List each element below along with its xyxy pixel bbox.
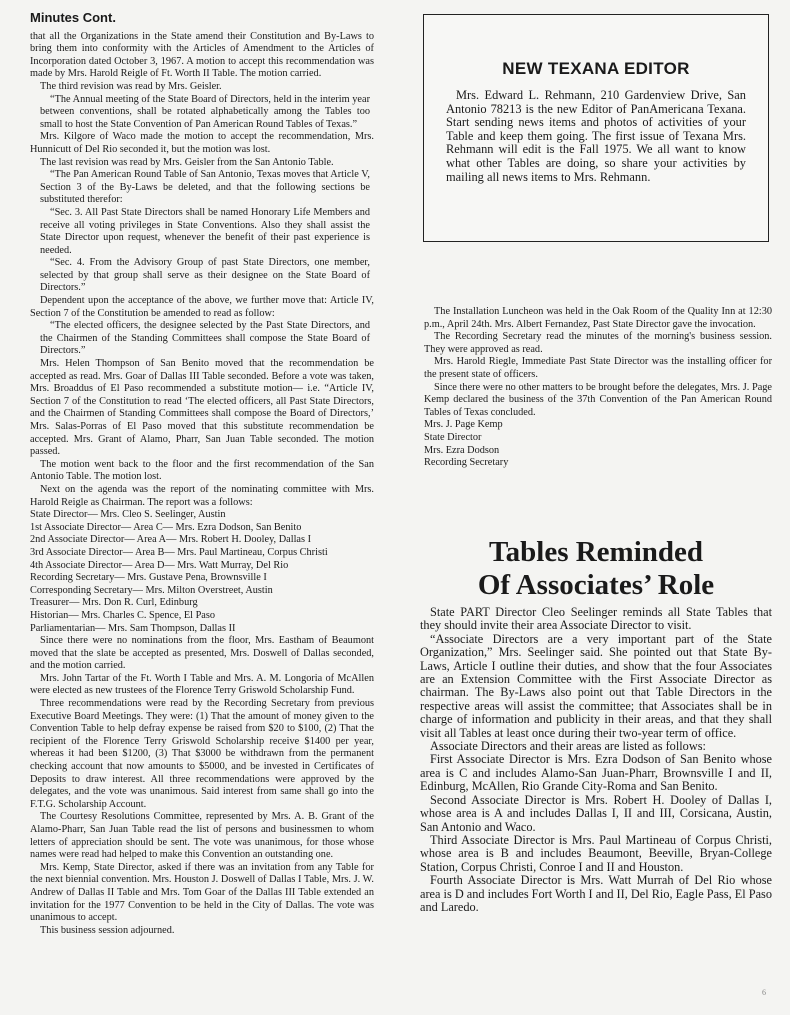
minutes-quote: “The elected officers, the designee selected by the Past State Directors, and the Chairmen of the Standing Committees shall compose the State Board of Directors.” (40, 320, 370, 357)
editor-notice-body: Mrs. Edward L. Rehmann, 210 Gardenview Drive, San Antonio 78213 is the new Editor of PanAmericana Texana. Start sending news items and photos of activities of your Table and keep them going. The first issue of Texana Mrs. Rehmann will edit is the Fall 1975. We all want to know what other Tables are doing, so share your activities by mailing all news items to Mrs. Rehmann. (446, 88, 746, 184)
minutes-paragraph: The last revision was read by Mrs. Geisler from the San Antonio Table. (40, 156, 334, 168)
minutes-paragraph: Three recommendations were read by the Recording Secretary from previous Executive Board Meetings. They were: (1) That the amount of money given to the Convention Table to help defray expense be raised from $20 to $100, (2) That the recipient of the Florence Terry Griswold Scholarship receive $1400 per year, whereas it had been $1200, (3) That $3000 be withdrawn from the permanent checking account that now amounts to $5000, and be invested in Certificates of Deposits to draw interest. All three recommendations were approved by the delegates, and the vote was unanimous. Said interest from same shall go into the F.T.G. Scholarship Account. (30, 698, 374, 810)
slate-item: Treasurer— Mrs. Don R. Curl, Edinburg (30, 597, 198, 609)
article-paragraph: Second Associate Director is Mrs. Robert H. Dooley of Dallas I, whose area is A and includes Dallas I, II and III, Corsicana, Austin, San Antonio and Waco. (420, 792, 772, 834)
minutes-paragraph: Since there were no nominations from the floor, Mrs. Eastham of Beaumont moved that the slate be accepted as presented, Mrs. Doswell of Dallas seconded, and the motion carried. (30, 635, 374, 672)
slate-item: Recording Secretary— Mrs. Gustave Pena, Brownsville I (30, 572, 267, 584)
signature-name: Mrs. Ezra Dodson (424, 444, 500, 456)
minutes-paragraph: that all the Organizations in the State amend their Constitution and By-Laws to bring them into conformity with the Articles of Amendment to the Articles of Incorporation dated October 3, 1967. A motion to accept this recommendation was made by Mrs. Harold Reigle of Ft. Worth II Table. The motion carried. (30, 30, 374, 80)
minutes-paragraph: The motion went back to the floor and the first recommendation of the San Antonio Table. The motion lost. (30, 458, 374, 483)
signature-recording-secretary (424, 445, 772, 470)
luncheon-paragraph: The Recording Secretary read the minutes of the morning's business session. They were approved as read. (424, 331, 772, 355)
slate-item: 1st Associate Director— Area C— Mrs. Ezra Dodson, San Benito (30, 521, 302, 533)
minutes-paragraph: The third revision was read by Mrs. Geisler. (40, 80, 222, 92)
signature-title: State Director (424, 431, 482, 443)
minutes-paragraph: Mrs. Helen Thompson of San Benito moved that the recommendation be accepted as read. Mrs. Goar of Dallas III Table seconded. Before a vote was taken, Mrs. Broaddus of El Paso recommended a substitute motion— i.e. “Article IV, Section 7 of the Constitution to read ‘The elected officers, all Past State Directors, and the Chairmen of Standing Committees shall compose the Board of Directors,’ Mrs. Salas-Porras of El Paso moved that this substitute recommendation be accepted. Mrs. Grant of Alamo, Pharr, San Juan Table seconded. The motion passed. (30, 358, 374, 458)
associates-article (420, 536, 772, 914)
article-paragraph: Associate Directors and their areas are listed as follows: (430, 739, 706, 754)
minutes-quote: “Sec. 4. From the Advisory Group of past State Directors, one member, selected by that group shall serve as their designee on the State Board of Directors.” (40, 257, 370, 294)
slate-item: Corresponding Secretary— Mrs. Milton Overstreet, Austin (30, 584, 273, 596)
slate-item: Historian— Mrs. Charles C. Spence, El Paso (30, 609, 216, 621)
editor-notice-title: NEW TEXANA EDITOR (502, 59, 690, 78)
minutes-paragraph: This business session adjourned. (40, 924, 175, 936)
minutes-paragraph: Mrs. John Tartar of the Ft. Worth I Table and Mrs. A. M. Longoria of McAllen were elected as new trustees of the Florence Terry Griswold Scholarship Fund. (30, 672, 374, 697)
luncheon-paragraph: The Installation Luncheon was held in the Oak Room of the Quality Inn at 12:30 p.m., April 24th. Mrs. Albert Fernandez, Past State Director gave the invocation. (424, 306, 772, 330)
page-number: 6 (762, 988, 766, 997)
minutes-quote: “Sec. 3. All Past State Directors shall be named Honorary Life Members and receive all voting privileges in State Conventions. Also they shall assist the State Director upon request, whenever the benefit of their past experience is needed. (40, 206, 370, 256)
headline-line-2: Of Associates’ Role (477, 569, 715, 601)
signature-title: Recording Secretary (424, 457, 509, 469)
signature-name: Mrs. J. Page Kemp (424, 419, 503, 431)
minutes-quote: “The Annual meeting of the State Board of Directors, held in the interim year between conventions, shall be rotated alphabetically among the Tables too small to host the State Convention of Pan American Round Tables of Texas.” (40, 93, 370, 130)
luncheon-paragraph: Mrs. Harold Riegle, Immediate Past State Director was the installing officer for the present state of officers. (424, 356, 772, 380)
article-headline (420, 536, 772, 602)
officer-slate (30, 509, 374, 635)
minutes-paragraph: Dependent upon the acceptance of the above, we further move that: Article IV, Section 7 of the Constitution be amended to read as follow: (30, 295, 374, 319)
article-paragraph: Third Associate Director is Mrs. Paul Martineau of Corpus Christi, whose area is B and includes Beaumont, Beeville, Bryan-College Station, Corpus Christi, Conroe I and II and Houston. (420, 832, 772, 874)
article-paragraph: First Associate Director is Mrs. Ezra Dodson of San Benito whose area is C and includes Alamo-San Juan-Pharr, Brownsville I and II, Edinburg, McAllen, Rio Grande City-Roma and San Benito. (420, 752, 772, 794)
slate-item: 3rd Associate Director— Area B— Mrs. Paul Martineau, Corpus Christi (30, 546, 328, 558)
article-paragraph: Fourth Associate Director is Mrs. Watt Murrah of Del Rio whose area is D and includes Fort Worth I and II, Del Rio, Eagle Pass, El Paso and Laredo. (420, 873, 772, 914)
minutes-quote: “The Pan American Round Table of San Antonio, Texas moves that Article V, Section 3 of the By-Laws be deleted, and that the following sections be substituted therefor: (40, 169, 370, 206)
minutes-paragraph: The Courtesy Resolutions Committee, represented by Mrs. A. B. Grant of the Alamo-Pharr, San Juan Table read the list of persons and businessmen to whom letters of appreciation should be sent. The vote was unanimous, for those whose names were read had helped to make this Convention an outstanding one. (30, 811, 374, 861)
minutes-paragraph: Next on the agenda was the report of the nominating committee with Mrs. Harold Reigle as Chairman. The report was a follows: (30, 483, 374, 508)
minutes-paragraph: Mrs. Kemp, State Director, asked if there was an invitation from any Table for the next biennial convention. Mrs. Houston J. Doswell of Dallas I Table, Mrs. J. W. Andrew of Dallas II Table and Mrs. Tom Goar of the Dallas III Table extended an invitation for the 1977 Convention to be held in the City of Dallas. The vote was unanimous to accept. (30, 861, 374, 924)
slate-item: 2nd Associate Director— Area A— Mrs. Robert H. Dooley, Dallas I (30, 534, 312, 546)
signature-state-director (424, 419, 772, 444)
luncheon-section (424, 306, 772, 470)
article-paragraph: State PART Director Cleo Seelinger reminds all State Tables that they should invite their area Associate Director to visit. (420, 605, 772, 633)
minutes-column (30, 12, 374, 937)
minutes-paragraph: Mrs. Kilgore of Waco made the motion to accept the recommendation, Mrs. Hunnicutt of Del Rio seconded it, but the motion was lost. (30, 131, 374, 155)
slate-item: Parliamentarian— Mrs. Sam Thompson, Dallas II (30, 622, 236, 634)
new-editor-notice-box (423, 14, 769, 242)
slate-item: 4th Associate Director— Area D— Mrs. Watt Murray, Del Rio (30, 559, 289, 571)
minutes-heading: Minutes Cont. (30, 10, 116, 25)
headline-line-1: Tables Reminded (488, 536, 704, 568)
luncheon-paragraph: Since there were no other matters to be brought before the delegates, Mrs. J. Page Kemp declared the business of the 37th Convention of the Pan American Round Tables of Texas concluded. (424, 381, 772, 418)
slate-item: State Director— Mrs. Cleo S. Seelinger, Austin (30, 509, 226, 521)
article-paragraph: “Associate Directors are a very important part of the State Organization,” Mrs. Seelinger said. She pointed out that State By-Laws, Article I outline their duties, and show that the four Associates are an Extension Committee with the First Associate Director as chairman. The By-Laws also point out that Table Directors in the respective areas will assist the committee; that Associates shall be in charge of information and publicity in their areas, and that they shall visit all Tables at least once during their two-year term of office. (420, 631, 772, 740)
